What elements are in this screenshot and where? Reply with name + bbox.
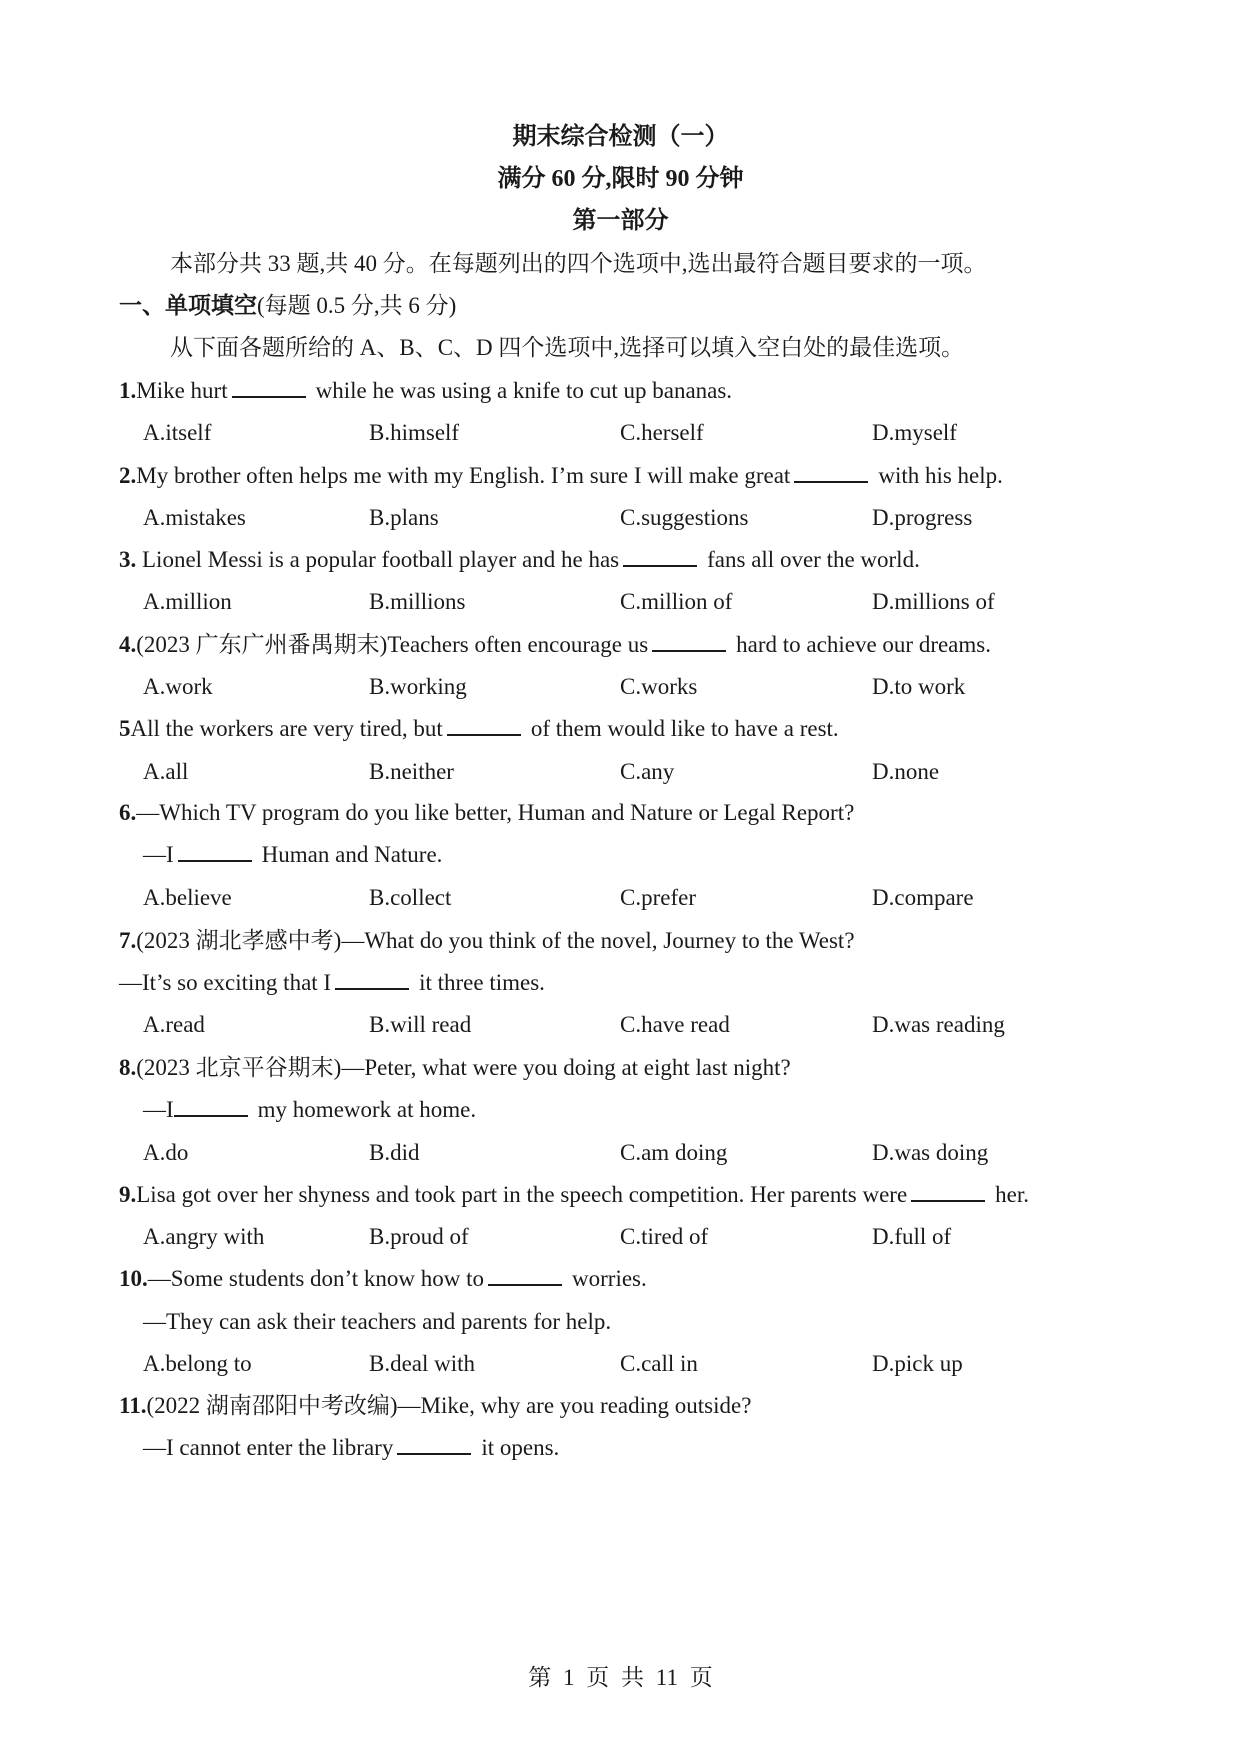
question-number: 5 xyxy=(119,716,131,741)
part-heading: 第一部分 xyxy=(572,208,669,234)
question-number: 8. xyxy=(119,1055,137,1080)
question-text: fans all over the world. xyxy=(707,547,920,572)
question-text: hard to achieve our dreams. xyxy=(736,632,991,657)
question-11-reply xyxy=(143,1432,559,1464)
question-text: —Which TV program do you like better, Human and Nature or Legal Report? xyxy=(136,800,855,825)
question-number: 2. xyxy=(119,463,137,488)
option-a: A.read xyxy=(143,1012,205,1037)
question-text: —I cannot enter the library xyxy=(143,1435,394,1460)
option-b: B.himself xyxy=(369,420,460,445)
question-10-reply xyxy=(143,1306,611,1338)
option-b: B.proud of xyxy=(369,1224,469,1249)
question-text: Lisa got over her shyness and took part in the speech competition. Her parents were xyxy=(136,1182,908,1207)
question-text: —I xyxy=(143,842,174,867)
question-text: Mike hurt xyxy=(136,378,228,403)
option-d: D.none xyxy=(872,759,940,784)
option-c: C.prefer xyxy=(620,885,696,910)
question-text: (2023 广东广州番禺期末)Teachers often encourage us xyxy=(136,632,649,657)
answer-blank xyxy=(335,968,409,990)
option-d: D.myself xyxy=(872,420,957,445)
option-d: D.progress xyxy=(872,505,973,530)
question-number: 7. xyxy=(119,928,137,953)
option-d: D.pick up xyxy=(872,1351,963,1376)
option-a: A.believe xyxy=(143,885,232,910)
question-text: —Some students don’t know how to xyxy=(147,1266,485,1291)
page-footer: 第 1 页 共 11 页 xyxy=(528,1665,713,1690)
option-b: B.plans xyxy=(369,505,439,530)
option-d: D.compare xyxy=(872,885,974,910)
section-heading xyxy=(119,290,456,322)
section-instruction: 从下面各题所给的 A、B、C、D 四个选项中,选择可以填入空白处的最佳选项。 xyxy=(170,335,965,360)
option-b: B.millions xyxy=(369,589,466,614)
option-b: B.collect xyxy=(369,885,452,910)
question-text: with his help. xyxy=(878,463,1003,488)
question-3 xyxy=(119,544,920,576)
question-text: Human and Nature. xyxy=(261,842,443,867)
question-text: while he was using a knife to cut up bananas. xyxy=(315,378,733,403)
section-heading-score: (每题 0.5 分,共 6 分) xyxy=(257,293,457,318)
option-c: C.herself xyxy=(620,420,704,445)
answer-blank xyxy=(623,545,697,567)
option-b: B.neither xyxy=(369,759,454,784)
question-text: —It’s so exciting that I xyxy=(119,970,332,995)
section-heading-title: 一、单项填空 xyxy=(119,293,257,318)
option-b: B.deal with xyxy=(369,1351,476,1376)
option-b: B.will read xyxy=(369,1012,472,1037)
question-text: All the workers are very tired, but xyxy=(130,716,443,741)
question-2 xyxy=(119,460,1003,492)
question-8 xyxy=(119,1052,791,1084)
option-c: C.works xyxy=(620,674,698,699)
question-number: 1. xyxy=(119,378,137,403)
question-7 xyxy=(119,925,855,957)
option-d: D.full of xyxy=(872,1224,952,1249)
option-c: C.million of xyxy=(620,589,733,614)
option-c: C.any xyxy=(620,759,675,784)
option-a: A.mistakes xyxy=(143,505,246,530)
question-number: 3. xyxy=(119,547,137,572)
question-10 xyxy=(119,1263,647,1295)
question-text: it three times. xyxy=(419,970,545,995)
question-text: —They can ask their teachers and parents for help. xyxy=(143,1309,612,1334)
answer-blank xyxy=(178,840,252,862)
question-text: Lionel Messi is a popular football player and he has xyxy=(136,547,620,572)
question-text: —I xyxy=(143,1097,174,1122)
question-9 xyxy=(119,1179,1029,1211)
answer-blank xyxy=(447,714,521,736)
exam-subtitle: 满分 60 分,限时 90 分钟 xyxy=(497,166,744,192)
question-5 xyxy=(119,713,839,745)
answer-blank xyxy=(652,630,726,652)
option-a: A.itself xyxy=(143,420,212,445)
option-a: A.do xyxy=(143,1140,189,1165)
option-c: C.suggestions xyxy=(620,505,749,530)
option-d: D.to work xyxy=(872,674,966,699)
question-6-reply xyxy=(143,839,442,871)
option-a: A.angry with xyxy=(143,1224,265,1249)
option-a: A.belong to xyxy=(143,1351,252,1376)
question-6 xyxy=(119,797,854,829)
option-a: A.all xyxy=(143,759,189,784)
question-text: it opens. xyxy=(481,1435,560,1460)
question-text: My brother often helps me with my English. I’m sure I will make great xyxy=(136,463,791,488)
answer-blank xyxy=(911,1180,985,1202)
option-a: A.million xyxy=(143,589,232,614)
exam-title: 期末综合检测（一） xyxy=(512,124,729,150)
question-text: (2022 湖南邵阳中考改编)—Mike, why are you reading outside? xyxy=(146,1393,752,1418)
answer-blank xyxy=(794,461,868,483)
question-text: her. xyxy=(995,1182,1030,1207)
question-number: 10. xyxy=(119,1266,148,1291)
question-7-reply xyxy=(119,967,545,999)
question-4 xyxy=(119,629,991,661)
answer-blank xyxy=(174,1095,248,1117)
question-1 xyxy=(119,375,732,407)
part-intro: 本部分共 33 题,共 40 分。在每题列出的四个选项中,选出最符合题目要求的一项。 xyxy=(170,251,987,276)
question-number: 4. xyxy=(119,632,137,657)
option-d: D.was doing xyxy=(872,1140,989,1165)
question-11 xyxy=(119,1390,751,1422)
option-b: B.did xyxy=(369,1140,420,1165)
option-a: A.work xyxy=(143,674,213,699)
answer-blank xyxy=(232,376,306,398)
question-text: of them would like to have a rest. xyxy=(530,716,839,741)
option-d: D.millions of xyxy=(872,589,995,614)
answer-blank xyxy=(488,1264,562,1286)
option-b: B.working xyxy=(369,674,467,699)
option-c: C.tired of xyxy=(620,1224,709,1249)
question-text: my homework at home. xyxy=(257,1097,477,1122)
option-c: C.call in xyxy=(620,1351,698,1376)
question-number: 6. xyxy=(119,800,137,825)
question-number: 9. xyxy=(119,1182,137,1207)
option-d: D.was reading xyxy=(872,1012,1005,1037)
question-text: (2023 北京平谷期末)—Peter, what were you doing at eight last night? xyxy=(136,1055,791,1080)
question-number: 11. xyxy=(119,1393,147,1418)
question-text: worries. xyxy=(572,1266,647,1291)
question-8-reply xyxy=(143,1094,476,1126)
option-c: C.am doing xyxy=(620,1140,728,1165)
question-text: (2023 湖北孝感中考)—What do you think of the novel, Journey to the West? xyxy=(136,928,855,953)
answer-blank xyxy=(397,1433,471,1455)
option-c: C.have read xyxy=(620,1012,730,1037)
